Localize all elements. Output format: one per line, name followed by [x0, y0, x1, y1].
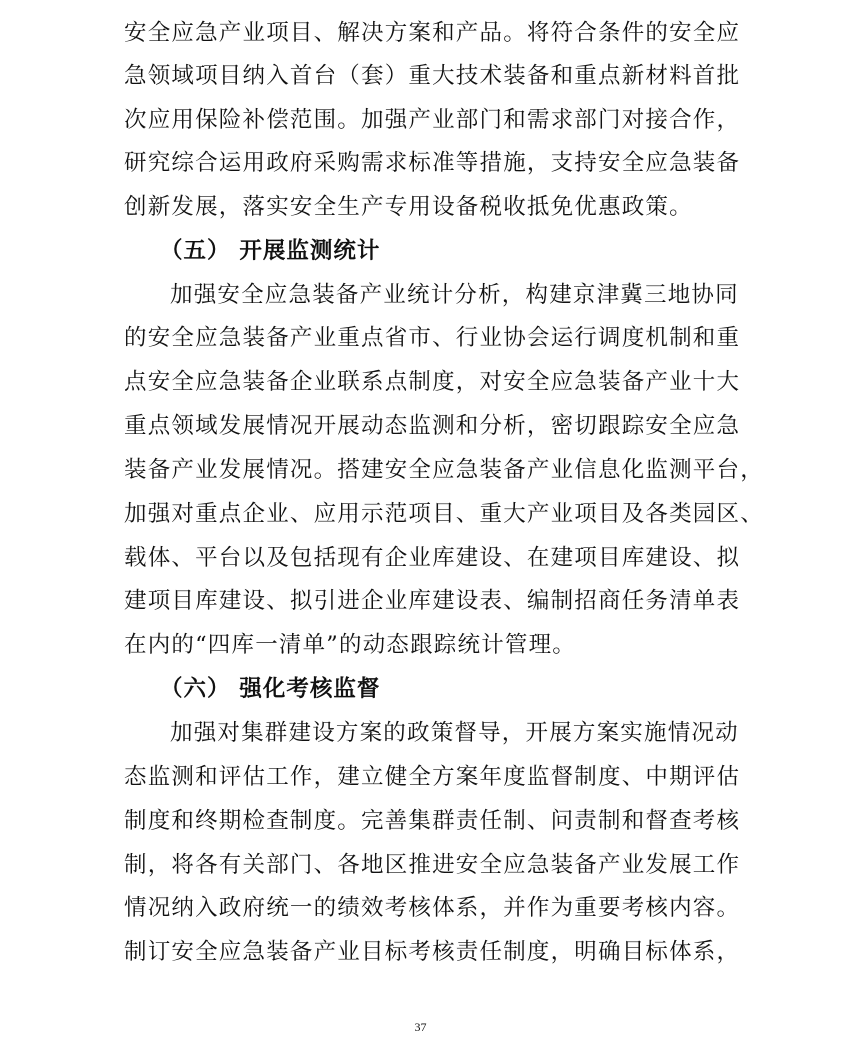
body-line: 装备产业发展情况。搭建安全应急装备产业信息化监测平台，: [124, 457, 764, 483]
body-line: 情况纳入政府统一的绩效考核体系，并作为重要考核内容。: [124, 895, 741, 921]
body-line: 的安全应急装备产业重点省市、行业协会运行调度机制和重: [124, 325, 741, 351]
body-line: 制度和终期检查制度。完善集群责任制、问责制和督查考核: [124, 808, 741, 834]
page-number: 37: [414, 1020, 427, 1034]
body-line: 重点领域发展情况开展动态监测和分析，密切跟踪安全应急: [124, 413, 741, 439]
body-line: 态监测和评估工作，建立健全方案年度监督制度、中期评估: [124, 764, 741, 790]
paragraph-first-line: 加强安全应急装备产业统计分析，构建京津冀三地协同: [170, 282, 739, 308]
paragraph-first-line: 加强对集群建设方案的政策督导，开展方案实施情况动: [170, 720, 739, 746]
body-line: 次应用保险补偿范围。加强产业部门和需求部门对接合作，: [124, 107, 741, 133]
body-line: 创新发展，落实安全生产专用设备税收抵免优惠政策。: [124, 194, 693, 220]
body-line: 制，将各有关部门、各地区推进安全应急装备产业发展工作: [124, 852, 741, 878]
body-line: 制订安全应急装备产业目标考核责任制度，明确目标体系，: [124, 939, 741, 965]
body-line: 加强对重点企业、应用示范项目、重大产业项目及各类园区、: [124, 501, 764, 527]
body-line: 研究综合运用政府采购需求标准等措施，支持安全应急装备: [124, 150, 741, 176]
section-heading-6: （六） 强化考核监督: [160, 676, 381, 702]
body-line: 在内的“四库一清单”的动态跟踪统计管理。: [124, 632, 577, 658]
body-line: 急领域项目纳入首台（套）重大技术装备和重点新材料首批: [124, 63, 741, 89]
section-heading-5: （五） 开展监测统计: [160, 238, 381, 264]
body-line: 建项目库建设、拟引进企业库建设表、编制招商任务清单表: [124, 588, 741, 614]
body-line: 点安全应急装备企业联系点制度，对安全应急装备产业十大: [124, 369, 741, 395]
body-line: 载体、平台以及包括现有企业库建设、在建项目库建设、拟: [124, 545, 741, 571]
body-line: 安全应急产业项目、解决方案和产品。将符合条件的安全应: [124, 20, 741, 46]
